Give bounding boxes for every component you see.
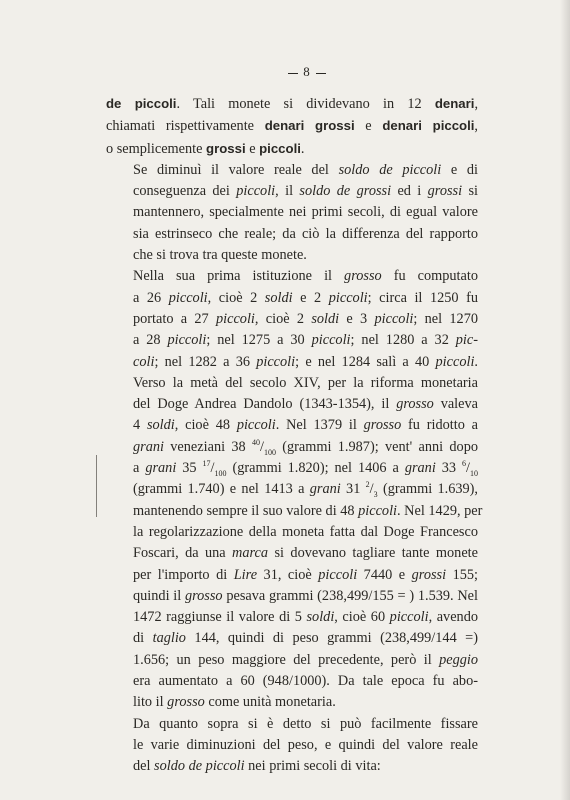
text-run: 1.656; un peso maggiore del precedente, però il [133,651,440,668]
text-run: 31 [340,481,366,498]
text-run: lito il [133,694,168,711]
text-run: mantenendo sempre il suo valore di 48 [133,502,359,519]
text-line [106,565,478,586]
italic-term: soldo de piccoli [154,758,245,775]
text-line [106,692,478,713]
text-run: la regolarizzazione della moneta fatta dal Doge Francesco [133,523,478,540]
text-run: Verso la metà del secolo XIV, per la riforma monetaria [133,374,478,391]
text-run: ; nel 1275 a 30 [206,332,312,349]
text-line [106,245,478,266]
text-line [106,735,478,756]
text-run: e [354,118,383,135]
text-run: Nella sua prima istituzione il [133,268,345,285]
text-run: (grammi 1.639), [377,481,479,498]
italic-term: grosso [167,694,205,711]
text-line [106,160,478,181]
text-run: sia estrinseco che reale; da ciò la differenza del rapporto [133,225,478,242]
italic-term: soldi [264,289,293,306]
italic-term: taglio [152,630,186,647]
text-run: , cioè 2 [207,289,265,306]
italic-term: grosso [184,587,223,604]
text-line [106,352,478,373]
text-run: . [300,140,305,157]
text-line [106,373,478,394]
italic-term: piccoli [311,332,351,349]
bold-term: de piccoli [106,96,177,111]
italic-term: piccoli [216,310,255,327]
paragraph [106,93,478,160]
paragraph [106,160,478,266]
text-line [106,181,478,202]
text-run: Foscari, da una [133,545,233,562]
text-run: / [466,460,470,477]
text-line [106,714,478,735]
text-line [106,309,478,330]
text-run: nei primi secoli di vita: [244,758,381,775]
text-run: ; e nel 1284 salì a 40 [295,353,436,370]
text-line [106,458,478,479]
text-line [106,138,478,160]
bold-term: piccoli [259,140,301,156]
text-run: veneziani 38 [163,438,252,455]
text-run: che si trova tra queste monete. [133,247,307,264]
text-run: valeva [433,396,478,413]
text-run: quindi il [133,587,185,604]
page-number-dash-left [288,73,298,74]
text-line [106,650,478,671]
text-run: , avendo [428,609,478,626]
text-run: era aumentato a 60 (948/1000). Da tale epoca fu abo- [133,673,478,690]
text-run: 155; [446,566,479,583]
text-run: (grammi 1.820); nel 1406 a [226,460,405,477]
fraction-denominator: 10 [470,468,478,478]
bold-term: denari piccoli [382,118,475,134]
italic-term: Lire [233,566,258,583]
text-run: ed i [391,183,428,200]
text-run: conseguenza dei [133,183,237,200]
text-run: . [474,353,478,370]
italic-term: piccoli [256,353,296,370]
italic-term: grosso [363,417,402,434]
text-run: , cioè 60 [334,609,390,626]
text-run: le varie diminuzioni del peso, e quindi del valore reale [133,736,478,753]
fraction-numerator: 17 [202,459,211,469]
text-run: si dovevano tagliare tante monete [268,545,478,562]
text-run: Da quanto sopra si è detto si può facilmente fissare [133,715,478,732]
text-line [106,586,478,607]
bold-term: denari [434,96,475,111]
text-line [106,93,478,115]
italic-term: piccoli [435,353,475,370]
paragraph [106,266,483,713]
fraction-numerator: 40 [251,437,260,447]
text-line [106,288,478,309]
text-run: 4 [133,417,147,434]
italic-term: grossi [427,183,463,200]
fraction-denominator: 100 [263,447,276,457]
text-run: e di [441,161,478,178]
text-run: , [474,118,478,135]
text-run: / [369,481,374,498]
text-line [106,607,478,628]
text-run: (grammi 1.740) e nel 1413 a [133,481,310,498]
text-run: di [133,630,153,647]
body-text [106,93,483,778]
bold-term: grossi [206,140,246,156]
italic-term: piccoli [167,332,207,349]
text-line [106,671,478,692]
italic-term: peggio [439,651,478,668]
fraction-denominator: 3 [373,490,378,500]
text-run: / [210,460,215,477]
text-run: ; circa il 1250 fu [367,289,478,306]
text-run: Se diminuì il valore reale del [133,161,339,178]
italic-term: grossi [411,566,447,583]
text-run: 144, quindi di peso grammi (238,499/144 =) [185,630,479,647]
text-run: , il [275,183,300,200]
text-run: ; nel 1282 a 36 [154,353,257,370]
text-run: ; nel 1280 a 32 [350,332,456,349]
text-run: si [462,183,478,200]
italic-term: piccoli [236,417,276,434]
text-run: . Nel 1379 il [275,417,364,434]
fraction-numerator: 6 [462,459,467,469]
text-run: a 28 [133,332,168,349]
italic-term: grani [145,460,177,477]
page-number-dash-right [316,73,326,74]
italic-term: piccoli [389,609,429,626]
text-run: 1472 raggiunse il valore di 5 [133,609,307,626]
bold-term: denari grossi [264,118,355,134]
text-run: e [245,140,260,157]
italic-term: piccoli [358,502,398,519]
italic-term: grani [404,460,436,477]
text-line [106,501,483,522]
text-run: a 26 [133,289,169,306]
text-run: (grammi 1.987); vent' anni dopo [275,438,478,455]
italic-term: grani [133,438,164,455]
text-run: 35 [176,460,203,477]
text-line [106,266,478,287]
text-run: del Doge Andrea Dandolo (1343-1354), il [133,396,397,413]
italic-term: soldi [146,417,175,434]
text-run: fu computato [381,268,478,285]
italic-term: coli [133,353,155,370]
text-run: , [474,96,479,112]
text-line [106,543,478,564]
text-line [106,202,478,223]
fraction-denominator: 100 [214,468,227,478]
italic-term: piccoli [318,566,358,583]
text-run: 33 [435,460,463,477]
italic-term: pic- [455,332,479,349]
text-run: . Tali monete si dividevano in 12 [176,96,435,112]
italic-term: grosso [396,396,434,413]
text-run: e 2 [292,289,329,306]
text-run: 7440 e [357,566,412,583]
text-line [106,115,478,137]
page-number-value: 8 [303,64,311,79]
italic-term: marca [232,545,269,562]
text-run: del [133,758,155,775]
italic-term: soldo de grossi [299,183,392,200]
text-run: fu ridotto a [401,417,478,434]
italic-term: piccoli [168,289,208,306]
text-line [106,628,478,649]
text-run: ; nel 1270 [413,310,478,327]
italic-term: soldi [311,310,340,327]
text-run: 31, cioè [257,566,319,583]
page-number [22,64,570,80]
text-run: . Nel 1429, per [397,502,483,519]
text-line [106,224,478,245]
margin-annotation-mark [96,455,97,517]
text-run: o semplicemente [106,140,207,157]
text-line [106,415,478,436]
text-run: come unità monetaria. [204,694,336,711]
italic-term: soldo de piccoli [338,161,442,178]
text-line [106,756,478,777]
text-run: per l'importo di [133,566,234,583]
text-line [106,479,478,500]
fraction-numerator: 2 [365,480,370,490]
italic-term: piccoli [374,310,414,327]
text-run: portato a 27 [133,310,216,327]
italic-term: grosso [344,268,382,285]
italic-term: grani [309,481,341,498]
text-run: mantennero, specialmente nei primi secoli, di egual valore [133,204,478,221]
text-line [106,437,478,458]
page-edge-shadow [560,0,570,800]
text-run: a [133,460,146,477]
text-run: , cioè 48 [174,417,237,434]
text-line [106,330,478,351]
text-run: / [259,438,264,455]
paragraph [106,714,478,778]
text-run: pesava grammi (238,499/155 = ) 1.539. Nel [222,587,478,604]
text-line [106,394,478,415]
text-line [106,522,478,543]
text-run: , cioè 2 [254,310,312,327]
text-run: e 3 [339,310,375,327]
italic-term: piccoli [236,183,276,200]
italic-term: piccoli [328,289,368,306]
text-run: chiamati rispettivamente [106,118,265,135]
italic-term: soldi [306,609,335,626]
